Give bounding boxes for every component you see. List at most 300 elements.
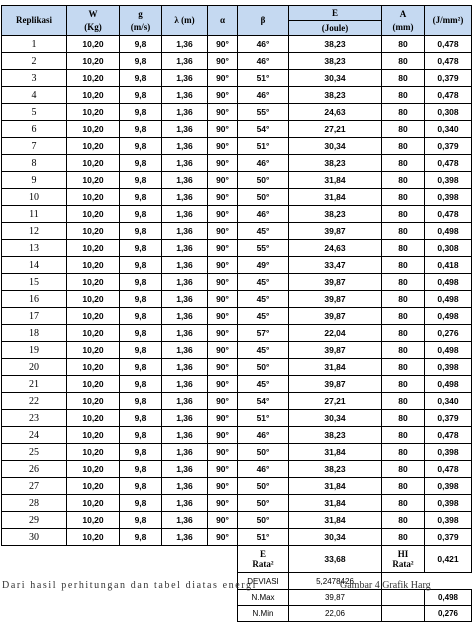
value-cell: 1,36 (162, 121, 208, 138)
value-cell: 10,20 (67, 104, 120, 121)
table-row (2, 53, 472, 70)
value-cell: 51° (238, 70, 289, 87)
table-row (2, 240, 472, 257)
table-row (2, 325, 472, 342)
value-cell: 90° (208, 308, 238, 325)
value-cell: 55° (238, 104, 289, 121)
replikasi-cell: 5 (2, 104, 67, 121)
value-cell: 80 (382, 53, 425, 70)
table-row (2, 529, 472, 546)
replikasi-cell: 26 (2, 461, 67, 478)
value-cell: 1,36 (162, 342, 208, 359)
value-cell: 1,36 (162, 529, 208, 546)
value-cell: 0,398 (425, 478, 472, 495)
value-cell: 80 (382, 393, 425, 410)
table-row (2, 291, 472, 308)
value-cell: 9,8 (120, 257, 162, 274)
value-cell: 10,20 (67, 325, 120, 342)
value-cell: 39,87 (289, 376, 382, 393)
value-cell: 90° (208, 274, 238, 291)
value-cell: 80 (382, 325, 425, 342)
value-cell: 0,398 (425, 495, 472, 512)
value-cell: 80 (382, 291, 425, 308)
value-cell: 10,20 (67, 155, 120, 172)
value-cell: 10,20 (67, 53, 120, 70)
value-cell: 10,20 (67, 376, 120, 393)
value-cell: 10,20 (67, 478, 120, 495)
table-row (2, 512, 472, 529)
value-cell: 1,36 (162, 223, 208, 240)
value-cell: 54° (238, 393, 289, 410)
value-cell: 10,20 (67, 291, 120, 308)
value-cell: 0,478 (425, 427, 472, 444)
value-cell: 10,20 (67, 257, 120, 274)
value-cell: 45° (238, 342, 289, 359)
value-cell: 46° (238, 53, 289, 70)
value-cell: 30,34 (289, 138, 382, 155)
replikasi-cell: 22 (2, 393, 67, 410)
value-cell: 80 (382, 529, 425, 546)
table-row (2, 410, 472, 427)
table-row (2, 172, 472, 189)
value-cell: 1,36 (162, 274, 208, 291)
value-cell: 27,21 (289, 121, 382, 138)
value-cell: 90° (208, 87, 238, 104)
value-cell: 1,36 (162, 172, 208, 189)
replikasi-cell: 24 (2, 427, 67, 444)
figure-caption: Gambar 4 Grafik Harg (340, 580, 431, 591)
value-cell: 45° (238, 291, 289, 308)
table-row (2, 70, 472, 87)
value-cell: 31,84 (289, 478, 382, 495)
value-cell: 1,36 (162, 393, 208, 410)
nmin-label: N.Min (238, 606, 289, 622)
table-row (2, 342, 472, 359)
value-cell: 80 (382, 478, 425, 495)
value-cell: 45° (238, 223, 289, 240)
value-cell: 0,478 (425, 206, 472, 223)
value-cell: 80 (382, 36, 425, 53)
value-cell: 0,478 (425, 87, 472, 104)
value-cell: 9,8 (120, 172, 162, 189)
body-text-caption: Dari hasil perhitungan dan tabel diatas energi (2, 580, 258, 591)
value-cell: 9,8 (120, 495, 162, 512)
value-cell: 10,20 (67, 512, 120, 529)
value-cell: 0,308 (425, 104, 472, 121)
value-cell: 0,276 (425, 325, 472, 342)
value-cell: 0,308 (425, 240, 472, 257)
value-cell: 1,36 (162, 359, 208, 376)
value-cell: 31,84 (289, 189, 382, 206)
value-cell: 0,498 (425, 274, 472, 291)
header-w: W (Kg) (67, 6, 120, 36)
value-cell: 0,398 (425, 512, 472, 529)
value-cell: 90° (208, 121, 238, 138)
value-cell: 1,36 (162, 461, 208, 478)
replikasi-cell: 12 (2, 223, 67, 240)
value-cell: 1,36 (162, 138, 208, 155)
value-cell: 39,87 (289, 291, 382, 308)
value-cell: 9,8 (120, 87, 162, 104)
value-cell: 9,8 (120, 53, 162, 70)
replikasi-cell: 27 (2, 478, 67, 495)
value-cell: 10,20 (67, 240, 120, 257)
value-cell: 9,8 (120, 223, 162, 240)
value-cell: 45° (238, 274, 289, 291)
value-cell: 1,36 (162, 427, 208, 444)
replikasi-cell: 20 (2, 359, 67, 376)
value-cell: 31,84 (289, 495, 382, 512)
value-cell: 80 (382, 342, 425, 359)
replikasi-cell: 17 (2, 308, 67, 325)
value-cell: 0,398 (425, 359, 472, 376)
table-row (2, 189, 472, 206)
table-row (2, 444, 472, 461)
value-cell: 1,36 (162, 512, 208, 529)
value-cell: 9,8 (120, 393, 162, 410)
value-cell: 0,379 (425, 529, 472, 546)
value-cell: 90° (208, 172, 238, 189)
value-cell: 9,8 (120, 478, 162, 495)
value-cell: 9,8 (120, 529, 162, 546)
value-cell: 10,20 (67, 461, 120, 478)
value-cell: 80 (382, 359, 425, 376)
value-cell: 1,36 (162, 308, 208, 325)
value-cell: 80 (382, 461, 425, 478)
value-cell: 9,8 (120, 104, 162, 121)
value-cell: 1,36 (162, 155, 208, 172)
value-cell: 46° (238, 461, 289, 478)
value-cell: 90° (208, 427, 238, 444)
value-cell: 0,478 (425, 53, 472, 70)
value-cell: 9,8 (120, 155, 162, 172)
replikasi-cell: 3 (2, 70, 67, 87)
table-row (2, 36, 472, 53)
value-cell: 51° (238, 410, 289, 427)
table-row (2, 359, 472, 376)
value-cell: 10,20 (67, 36, 120, 53)
value-cell: 9,8 (120, 308, 162, 325)
value-cell: 1,36 (162, 478, 208, 495)
value-cell: 10,20 (67, 359, 120, 376)
replikasi-cell: 13 (2, 240, 67, 257)
value-cell: 80 (382, 274, 425, 291)
value-cell: 80 (382, 155, 425, 172)
replikasi-cell: 4 (2, 87, 67, 104)
hi-rata-value: 0,421 (425, 546, 472, 573)
value-cell: 90° (208, 410, 238, 427)
value-cell: 50° (238, 172, 289, 189)
value-cell: 0,379 (425, 410, 472, 427)
value-cell: 45° (238, 376, 289, 393)
value-cell: 38,23 (289, 461, 382, 478)
value-cell: 9,8 (120, 138, 162, 155)
nmin-j: 0,276 (425, 606, 472, 622)
value-cell: 54° (238, 121, 289, 138)
value-cell: 10,20 (67, 495, 120, 512)
value-cell: 1,36 (162, 495, 208, 512)
replikasi-cell: 30 (2, 529, 67, 546)
value-cell: 90° (208, 529, 238, 546)
header-g: g (m/s) (120, 6, 162, 36)
table-row (2, 376, 472, 393)
value-cell: 1,36 (162, 291, 208, 308)
value-cell: 27,21 (289, 393, 382, 410)
value-cell: 80 (382, 240, 425, 257)
replikasi-cell: 11 (2, 206, 67, 223)
value-cell: 90° (208, 291, 238, 308)
value-cell: 10,20 (67, 342, 120, 359)
table-row (2, 308, 472, 325)
value-cell: 90° (208, 206, 238, 223)
value-cell: 10,20 (67, 121, 120, 138)
value-cell: 1,36 (162, 206, 208, 223)
replikasi-cell: 21 (2, 376, 67, 393)
value-cell: 9,8 (120, 325, 162, 342)
value-cell: 90° (208, 512, 238, 529)
value-cell: 38,23 (289, 206, 382, 223)
value-cell: 49° (238, 257, 289, 274)
header-e: E (289, 6, 382, 21)
value-cell: 1,36 (162, 189, 208, 206)
value-cell: 38,23 (289, 427, 382, 444)
value-cell: 9,8 (120, 70, 162, 87)
table-row (2, 104, 472, 121)
value-cell: 10,20 (67, 138, 120, 155)
header-a: A (mm) (382, 6, 425, 36)
table-row (2, 138, 472, 155)
value-cell: 80 (382, 495, 425, 512)
replikasi-cell: 9 (2, 172, 67, 189)
value-cell: 0,418 (425, 257, 472, 274)
value-cell: 10,20 (67, 308, 120, 325)
value-cell: 46° (238, 206, 289, 223)
replikasi-cell: 28 (2, 495, 67, 512)
value-cell: 80 (382, 410, 425, 427)
value-cell: 90° (208, 240, 238, 257)
table-row (2, 427, 472, 444)
value-cell: 90° (208, 376, 238, 393)
value-cell: 9,8 (120, 444, 162, 461)
value-cell: 80 (382, 376, 425, 393)
value-cell: 90° (208, 223, 238, 240)
value-cell: 1,36 (162, 104, 208, 121)
value-cell: 10,20 (67, 393, 120, 410)
value-cell: 80 (382, 444, 425, 461)
value-cell: 90° (208, 393, 238, 410)
value-cell: 0,379 (425, 138, 472, 155)
value-cell: 80 (382, 70, 425, 87)
table-header (2, 6, 472, 36)
replikasi-cell: 25 (2, 444, 67, 461)
value-cell: 30,34 (289, 410, 382, 427)
value-cell: 1,36 (162, 376, 208, 393)
value-cell: 0,498 (425, 376, 472, 393)
value-cell: 9,8 (120, 291, 162, 308)
value-cell: 38,23 (289, 36, 382, 53)
value-cell: 10,20 (67, 223, 120, 240)
value-cell: 9,8 (120, 36, 162, 53)
replikasi-cell: 16 (2, 291, 67, 308)
value-cell: 80 (382, 172, 425, 189)
value-cell: 50° (238, 495, 289, 512)
replikasi-cell: 8 (2, 155, 67, 172)
value-cell: 1,36 (162, 444, 208, 461)
value-cell: 90° (208, 325, 238, 342)
value-cell: 22,04 (289, 325, 382, 342)
value-cell: 24,63 (289, 104, 382, 121)
value-cell: 9,8 (120, 240, 162, 257)
replikasi-cell: 19 (2, 342, 67, 359)
value-cell: 30,34 (289, 529, 382, 546)
table-row (2, 393, 472, 410)
value-cell: 0,398 (425, 172, 472, 189)
value-cell: 24,63 (289, 240, 382, 257)
replikasi-cell: 14 (2, 257, 67, 274)
value-cell: 1,36 (162, 70, 208, 87)
value-cell: 55° (238, 240, 289, 257)
value-cell: 51° (238, 138, 289, 155)
value-cell: 50° (238, 444, 289, 461)
value-cell: 90° (208, 189, 238, 206)
value-cell: 80 (382, 223, 425, 240)
value-cell: 10,20 (67, 172, 120, 189)
value-cell: 0,498 (425, 342, 472, 359)
value-cell: 31,84 (289, 512, 382, 529)
value-cell: 31,84 (289, 172, 382, 189)
header-beta: β (238, 6, 289, 36)
value-cell: 80 (382, 104, 425, 121)
value-cell: 50° (238, 359, 289, 376)
value-cell: 9,8 (120, 359, 162, 376)
value-cell: 9,8 (120, 121, 162, 138)
value-cell: 9,8 (120, 206, 162, 223)
value-cell: 0,398 (425, 189, 472, 206)
value-cell: 33,47 (289, 257, 382, 274)
value-cell: 50° (238, 478, 289, 495)
replikasi-cell: 7 (2, 138, 67, 155)
e-rata-value: 33,68 (289, 546, 382, 573)
e-rata-label: E Rata² (238, 546, 289, 573)
replikasi-cell: 29 (2, 512, 67, 529)
value-cell: 39,87 (289, 223, 382, 240)
header-j: (J/mm²) (425, 6, 472, 36)
value-cell: 0,340 (425, 121, 472, 138)
deviasi-label: DEVIASI (238, 573, 289, 590)
value-cell: 31,84 (289, 359, 382, 376)
value-cell: 80 (382, 189, 425, 206)
table-row (2, 121, 472, 138)
hi-rata-label: HI Rata² (382, 546, 425, 573)
value-cell: 9,8 (120, 410, 162, 427)
value-cell: 90° (208, 461, 238, 478)
value-cell: 0,498 (425, 291, 472, 308)
impact-test-table (1, 5, 472, 622)
value-cell: 0,498 (425, 308, 472, 325)
value-cell: 10,20 (67, 274, 120, 291)
value-cell: 80 (382, 206, 425, 223)
value-cell: 80 (382, 87, 425, 104)
value-cell: 57° (238, 325, 289, 342)
value-cell: 10,20 (67, 529, 120, 546)
value-cell: 10,20 (67, 70, 120, 87)
value-cell: 0,478 (425, 461, 472, 478)
header-e-unit: (Joule) (289, 21, 382, 36)
value-cell: 90° (208, 155, 238, 172)
value-cell: 0,398 (425, 444, 472, 461)
value-cell: 0,478 (425, 155, 472, 172)
value-cell: 90° (208, 257, 238, 274)
nmax-j: 0,498 (425, 590, 472, 606)
value-cell: 39,87 (289, 342, 382, 359)
value-cell: 46° (238, 36, 289, 53)
value-cell: 38,23 (289, 155, 382, 172)
value-cell: 46° (238, 87, 289, 104)
value-cell: 31,84 (289, 444, 382, 461)
table-row (2, 495, 472, 512)
value-cell: 80 (382, 138, 425, 155)
value-cell: 0,478 (425, 36, 472, 53)
value-cell: 80 (382, 427, 425, 444)
replikasi-cell: 15 (2, 274, 67, 291)
value-cell: 80 (382, 121, 425, 138)
value-cell: 90° (208, 138, 238, 155)
value-cell: 1,36 (162, 36, 208, 53)
replikasi-cell: 2 (2, 53, 67, 70)
nmin-blank (382, 606, 425, 622)
value-cell: 38,23 (289, 53, 382, 70)
nmax-label: N.Max (238, 590, 289, 606)
value-cell: 1,36 (162, 87, 208, 104)
value-cell: 45° (238, 308, 289, 325)
header-replikasi: Replikasi (2, 6, 67, 36)
value-cell: 10,20 (67, 410, 120, 427)
value-cell: 1,36 (162, 257, 208, 274)
value-cell: 1,36 (162, 53, 208, 70)
value-cell: 51° (238, 529, 289, 546)
table-row (2, 87, 472, 104)
value-cell: 80 (382, 512, 425, 529)
value-cell: 46° (238, 427, 289, 444)
value-cell: 1,36 (162, 240, 208, 257)
value-cell: 90° (208, 53, 238, 70)
value-cell: 9,8 (120, 189, 162, 206)
value-cell: 10,20 (67, 427, 120, 444)
value-cell: 50° (238, 189, 289, 206)
value-cell: 80 (382, 257, 425, 274)
deviasi-value: 5,2478426 (289, 573, 382, 590)
value-cell: 1,36 (162, 325, 208, 342)
table-row (2, 257, 472, 274)
table-body (2, 36, 472, 546)
table-row (2, 206, 472, 223)
nmax-e: 39,87 (289, 590, 382, 606)
value-cell: 46° (238, 155, 289, 172)
value-cell: 10,20 (67, 444, 120, 461)
table-row (2, 478, 472, 495)
table-row (2, 155, 472, 172)
value-cell: 9,8 (120, 461, 162, 478)
value-cell: 90° (208, 359, 238, 376)
value-cell: 90° (208, 104, 238, 121)
replikasi-cell: 1 (2, 36, 67, 53)
value-cell: 9,8 (120, 376, 162, 393)
value-cell: 9,8 (120, 342, 162, 359)
value-cell: 50° (238, 512, 289, 529)
replikasi-cell: 18 (2, 325, 67, 342)
value-cell: 10,20 (67, 189, 120, 206)
value-cell: 0,498 (425, 223, 472, 240)
